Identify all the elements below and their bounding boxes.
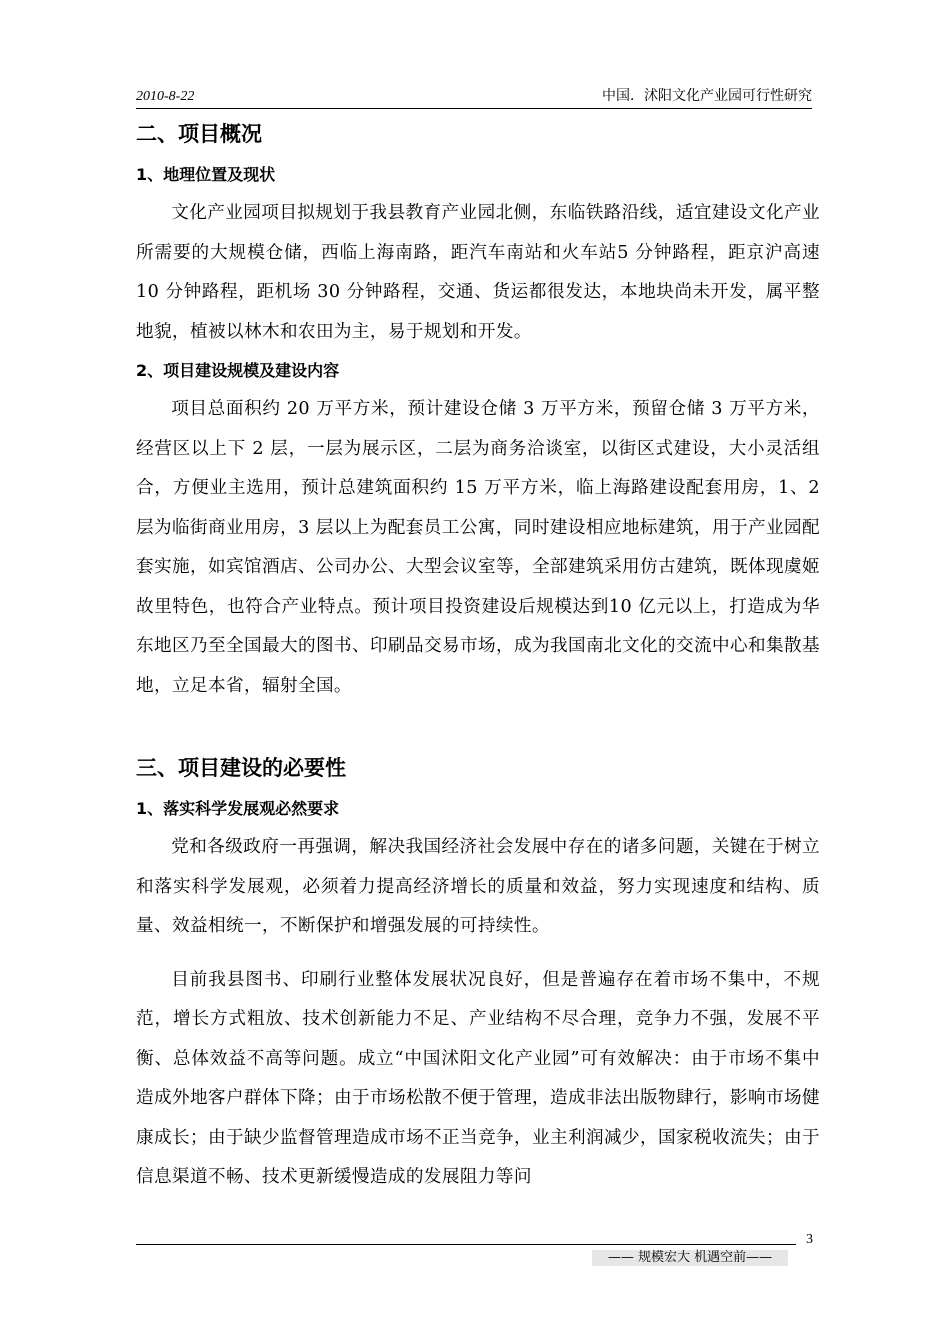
section-2-1-title: 1、地理位置及现状	[136, 165, 276, 184]
page-content	[136, 112, 820, 1198]
page-header	[136, 86, 812, 109]
footer-divider	[136, 1244, 796, 1245]
header-date: 2010-8-22	[136, 89, 195, 104]
section-2-2-title: 2、项目建设规模及建设内容	[136, 361, 340, 380]
section-3-1-title: 1、落实科学发展观必然要求	[136, 799, 340, 818]
section-2-1-paragraph: 文化产业园项目拟规划于我县教育产业园北侧，东临铁路沿线，适宜建设文化产业所需要的大规模仓储，西临上海南路，距汽车南站和火车站5 分钟路程，距京沪高速 10 分钟路程，距机场 30 分钟路程，交通、货运都很发达，本地块尚未开发，属平整地貌，植被以林木和农田为主，易于规划和开发。	[136, 203, 820, 342]
page-number: 3	[806, 1232, 813, 1247]
header-title: 中国．沭阳文化产业园可行性研究	[602, 88, 812, 104]
section-2-2-paragraph: 项目总面积约 20 万平方米，预计建设仓储 3 万平方米，预留仓储 3 万平方米，经营区以上下 2 层，一层为展示区，二层为商务洽谈室，以街区式建设，大小灵活组合，方便业主选用，预计总建筑面积约 15 万平方米，临上海路建设配套用房，1、2 层为临街商业用房，3 层以上为配套员工公寓，同时建设相应地标建筑，用于产业园配套实施，如宾馆酒店、公司办公、大型会议室等，全部建筑采用仿古建筑，既体现虞姬故里特色，也符合产业特点。预计项目投资建设后规模达到10 亿元以上，打造成为华东地区乃至全国最大的图书、印刷品交易市场，成为我国南北文化的交流中心和集散基地，立足本省，辐射全国。	[136, 399, 820, 696]
section-3-1-paragraph-2: 目前我县图书、印刷行业整体发展状况良好，但是普遍存在着市场不集中，不规范，增长方式粗放、技术创新能力不足、产业结构不尽合理，竞争力不强，发展不平衡、总体效益不高等问题。成立“中国沭阳文化产业园”可有效解决：由于市场不集中造成外地客户群体下降；由于市场松散不便于管理，造成非法出版物肆行，影响市场健康成长；由于缺少监督管理造成市场不正当竞争，业主利润减少，国家税收流失；由于信息渠道不畅、技术更新缓慢造成的发展阻力等问	[136, 969, 820, 1187]
section-3-1-paragraph-1: 党和各级政府一再强调，解决我国经济社会发展中存在的诸多问题，关键在于树立和落实科学发展观，必须着力提高经济增长的质量和效益，努力实现速度和结构、质量、效益相统一，不断保护和增强发展的可持续性。	[136, 837, 820, 936]
section-2-title: 二、项目概况	[136, 122, 262, 146]
section-3-title: 三、项目建设的必要性	[136, 756, 346, 780]
footer-slogan: —— 规模宏大 机遇空前——	[592, 1250, 788, 1266]
